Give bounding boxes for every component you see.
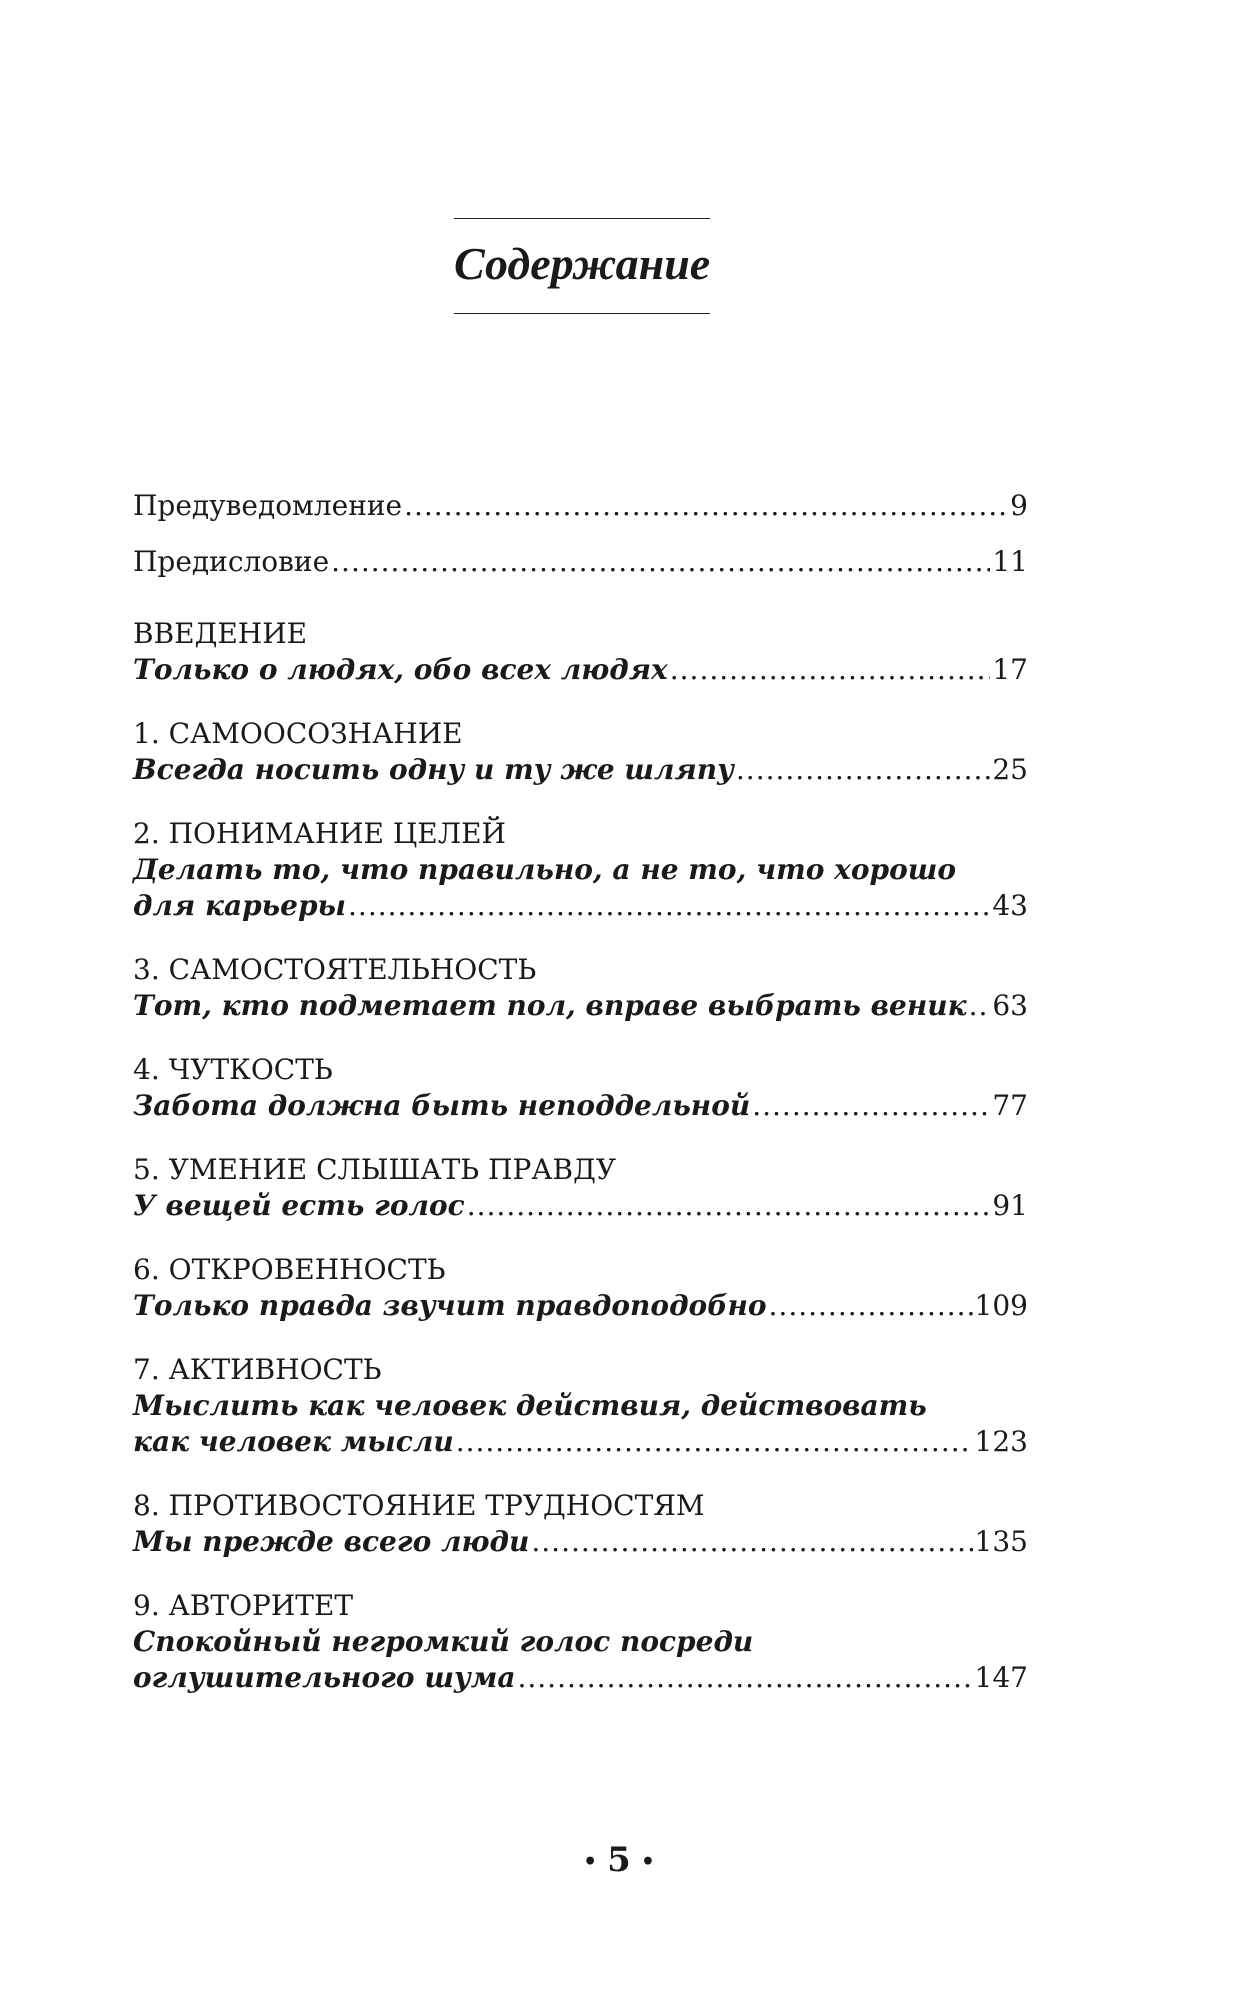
chapter-subtitle-line[interactable] bbox=[133, 988, 1028, 1024]
chapter-subtitle-line[interactable] bbox=[133, 752, 1028, 788]
toc-front-entry-leader-dots bbox=[404, 488, 1008, 524]
chapter-subtitle-label: Забота должна быть неподдельной bbox=[133, 1089, 751, 1122]
chapter-heading: 9. АВТОРИТЕТ bbox=[133, 1589, 354, 1622]
toc-chapter-entry[interactable] bbox=[133, 1488, 1028, 1560]
chapter-subtitle-leader-dots bbox=[736, 752, 990, 788]
chapter-subtitle-leader-dots bbox=[670, 652, 991, 688]
chapter-subtitle-line[interactable] bbox=[133, 1188, 1028, 1224]
toc-chapter-entry[interactable] bbox=[133, 1352, 1028, 1460]
table-of-contents bbox=[133, 488, 1028, 1696]
spacer bbox=[133, 788, 1028, 816]
chapter-subtitle-label: Только правда звучит правдоподобно bbox=[133, 1289, 767, 1322]
chapter-subtitle-leader-dots bbox=[769, 1288, 973, 1324]
page-number bbox=[0, 1840, 1238, 1880]
chapter-subtitle-page-number: 43 bbox=[992, 889, 1028, 922]
spacer bbox=[133, 1124, 1028, 1152]
spacer bbox=[133, 924, 1028, 952]
spacer bbox=[133, 580, 1028, 616]
toc-front-entry[interactable] bbox=[133, 488, 1028, 524]
chapter-subtitle-line: Мыслить как человек действия, действовать bbox=[133, 1389, 927, 1422]
title-rule-top bbox=[454, 218, 710, 219]
chapter-subtitle-line[interactable] bbox=[133, 1288, 1028, 1324]
chapter-subtitle-leader-dots bbox=[467, 1188, 991, 1224]
page-number-value: 5 bbox=[607, 1840, 631, 1880]
toc-chapter-entry[interactable] bbox=[133, 952, 1028, 1024]
title-block bbox=[454, 218, 710, 314]
toc-front-entry-page-number: 9 bbox=[1010, 489, 1028, 522]
chapter-heading: 7. АКТИВНОСТЬ bbox=[133, 1353, 382, 1386]
chapter-subtitle-label: Только о людях, обо всех людях bbox=[133, 653, 668, 686]
toc-front-entry[interactable] bbox=[133, 544, 1028, 580]
page-title: Содержание bbox=[454, 238, 711, 289]
page-number-bullet-left: • bbox=[583, 1849, 598, 1875]
chapter-subtitle-label: Мы прежде всего люди bbox=[133, 1525, 530, 1558]
chapter-subtitle-page-number: 25 bbox=[992, 753, 1028, 786]
toc-chapter-entry[interactable] bbox=[133, 616, 1028, 688]
chapter-subtitle-line[interactable] bbox=[133, 1524, 1028, 1560]
toc-chapter-entry[interactable] bbox=[133, 1052, 1028, 1124]
spacer bbox=[133, 524, 1028, 544]
chapter-subtitle-page-number: 91 bbox=[992, 1189, 1028, 1222]
spacer bbox=[133, 1324, 1028, 1352]
toc-front-entry-line[interactable] bbox=[133, 488, 1028, 524]
chapter-heading: 3. САМОСТОЯТЕЛЬНОСТЬ bbox=[133, 953, 537, 986]
toc-chapter-entry[interactable] bbox=[133, 716, 1028, 788]
spacer bbox=[133, 1224, 1028, 1252]
toc-front-entry-label: Предуведомление bbox=[133, 489, 403, 522]
toc-chapter-entry[interactable] bbox=[133, 1252, 1028, 1324]
toc-front-entry-line[interactable] bbox=[133, 544, 1028, 580]
chapter-subtitle-page-number: 17 bbox=[992, 653, 1028, 686]
chapter-subtitle-line[interactable] bbox=[133, 1424, 1028, 1460]
spacer bbox=[133, 1460, 1028, 1488]
chapter-subtitle-page-number: 77 bbox=[992, 1089, 1028, 1122]
spacer bbox=[133, 1560, 1028, 1588]
chapter-subtitle-page-number: 109 bbox=[974, 1289, 1028, 1322]
page-number-bullet-right: • bbox=[640, 1849, 655, 1875]
chapter-subtitle-label: Всегда носить одну и ту же шляпу bbox=[133, 753, 734, 786]
chapter-subtitle-page-number: 147 bbox=[974, 1661, 1028, 1694]
toc-chapter-entry[interactable] bbox=[133, 1588, 1028, 1696]
chapter-heading: 2. ПОНИМАНИЕ ЦЕЛЕЙ bbox=[133, 817, 506, 850]
chapter-subtitle-line: Делать то, что правильно, а не то, что хорошо bbox=[133, 853, 957, 886]
chapter-heading: 4. ЧУТКОСТЬ bbox=[133, 1053, 333, 1086]
chapter-subtitle-label: оглушительного шума bbox=[133, 1661, 516, 1694]
toc-front-entry-label: Предисловие bbox=[133, 545, 330, 578]
chapter-heading: 5. УМЕНИЕ СЛЫШАТЬ ПРАВДУ bbox=[133, 1153, 617, 1186]
chapter-subtitle-leader-dots bbox=[969, 988, 991, 1024]
toc-front-entry-page-number: 11 bbox=[992, 545, 1028, 578]
chapter-heading: ВВЕДЕНИЕ bbox=[133, 617, 308, 650]
chapter-subtitle-leader-dots bbox=[348, 888, 990, 924]
chapter-heading: 1. САМООСОЗНАНИЕ bbox=[133, 717, 463, 750]
chapter-subtitle-label: как человек мысли bbox=[133, 1425, 454, 1458]
chapter-subtitle-line[interactable] bbox=[133, 1660, 1028, 1696]
chapter-subtitle-line[interactable] bbox=[133, 888, 1028, 924]
chapter-subtitle-line[interactable] bbox=[133, 652, 1028, 688]
toc-chapter-entry[interactable] bbox=[133, 816, 1028, 924]
chapter-subtitle-page-number: 123 bbox=[974, 1425, 1028, 1458]
spacer bbox=[133, 688, 1028, 716]
chapter-subtitle-leader-dots bbox=[531, 1524, 972, 1560]
chapter-subtitle-label: У вещей есть голос bbox=[133, 1189, 465, 1222]
chapter-subtitle-leader-dots bbox=[752, 1088, 990, 1124]
chapter-subtitle-leader-dots bbox=[517, 1660, 972, 1696]
spacer bbox=[133, 1024, 1028, 1052]
toc-chapter-entry[interactable] bbox=[133, 1152, 1028, 1224]
chapter-subtitle-label: Тот, кто подметает пол, вправе выбрать веник bbox=[133, 989, 967, 1022]
title-rule-bottom bbox=[454, 313, 710, 314]
chapter-subtitle-label: для карьеры bbox=[133, 889, 347, 922]
chapter-subtitle-page-number: 63 bbox=[992, 989, 1028, 1022]
chapter-subtitle-leader-dots bbox=[456, 1424, 973, 1460]
chapter-heading: 8. ПРОТИВОСТОЯНИЕ ТРУДНОСТЯМ bbox=[133, 1489, 705, 1522]
chapter-subtitle-line: Спокойный негромкий голос посреди bbox=[133, 1625, 754, 1658]
chapter-heading: 6. ОТКРОВЕННОСТЬ bbox=[133, 1253, 446, 1286]
chapter-subtitle-page-number: 135 bbox=[974, 1525, 1028, 1558]
toc-front-entry-leader-dots bbox=[331, 544, 990, 580]
chapter-subtitle-line[interactable] bbox=[133, 1088, 1028, 1124]
